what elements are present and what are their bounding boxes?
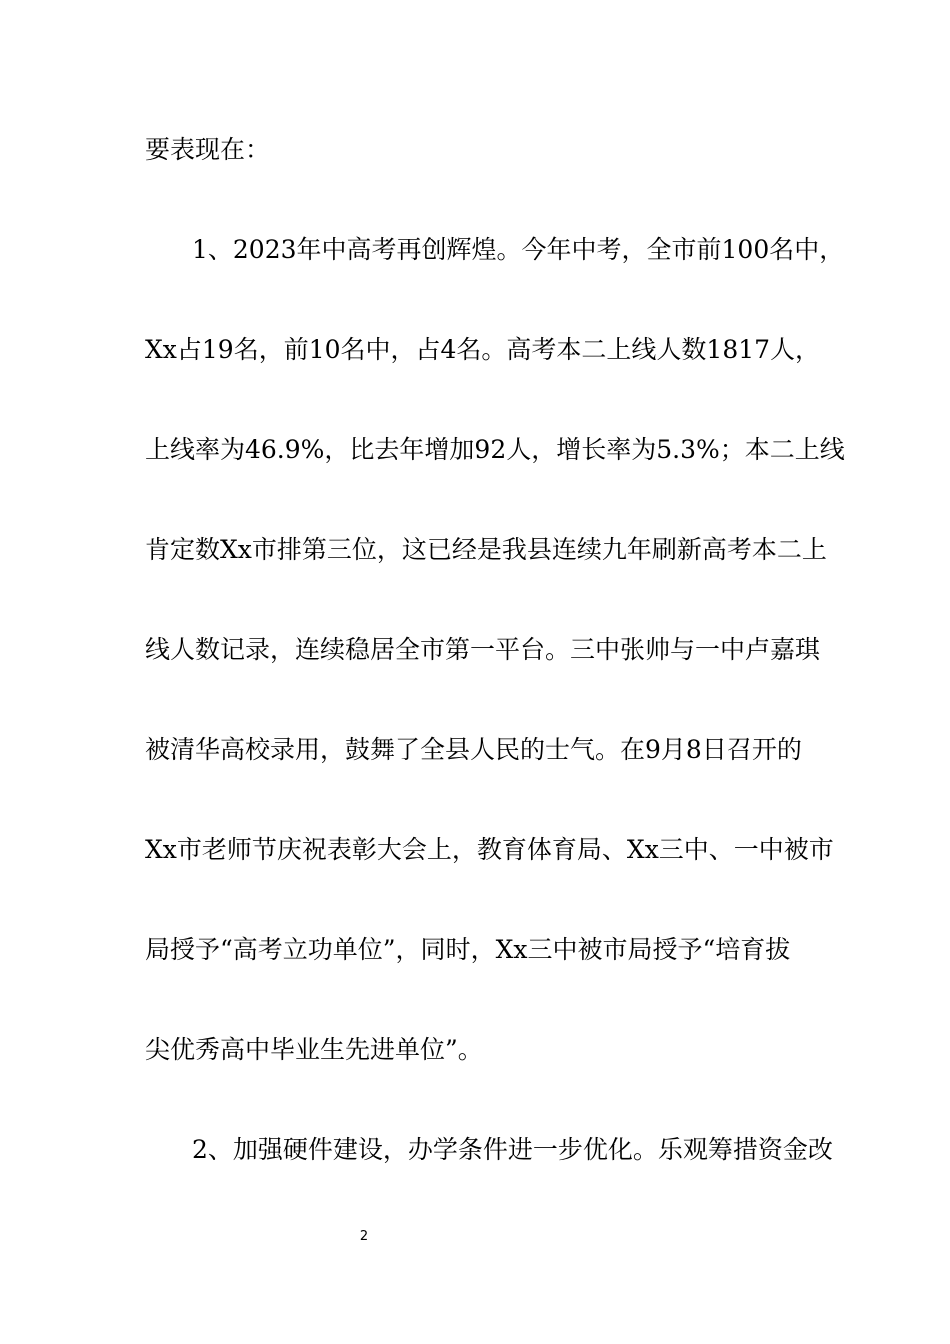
text-line-content: 线人数记录，连续稳居全市第一平台。三中张帅与一中卢嘉琪 [145,635,821,664]
paragraph-start-line [0,230,950,270]
text-line-content: 局授予“高考立功单位”，同时，Xx三中被市局授予“培育拔 [145,935,791,964]
page-number: 2 [359,1229,369,1244]
text-line [0,930,950,970]
text-line-content: Xx占19名，前10名中，占4名。高考本二上线人数1817人， [145,335,821,364]
text-line-content: 肯定数Xx市排第三位，这已经是我县连续九年刷新高考本二上 [145,535,827,564]
text-line [0,630,950,670]
text-line-content: 被清华高校录用，鼓舞了全县人民的士气。在9月8日召开的 [145,735,802,764]
text-line-content: 2、加强硬件建设，办学条件进一步优化。乐观筹措资金改 [192,1135,833,1164]
text-line-content: 上线率为46.9%，比去年增加92人，增长率为5.3%；本二上线 [145,435,845,464]
text-line [0,1030,950,1070]
text-line [0,330,950,370]
text-line-content: 1、2023年中高考再创辉煌。今年中考，全市前100名中， [192,235,845,264]
text-line [0,830,950,870]
text-line-content: 要表现在： [145,135,271,164]
text-line [0,130,950,170]
paragraph-start-line [0,1130,950,1170]
text-line [0,430,950,470]
text-line [0,530,950,570]
text-line [0,730,950,770]
text-line-content: Xx市老师节庆祝表彰大会上，教育体育局、Xx三中、一中被市 [145,835,834,864]
text-line-content: 尖优秀高中毕业生先进单位”。 [145,1035,483,1064]
